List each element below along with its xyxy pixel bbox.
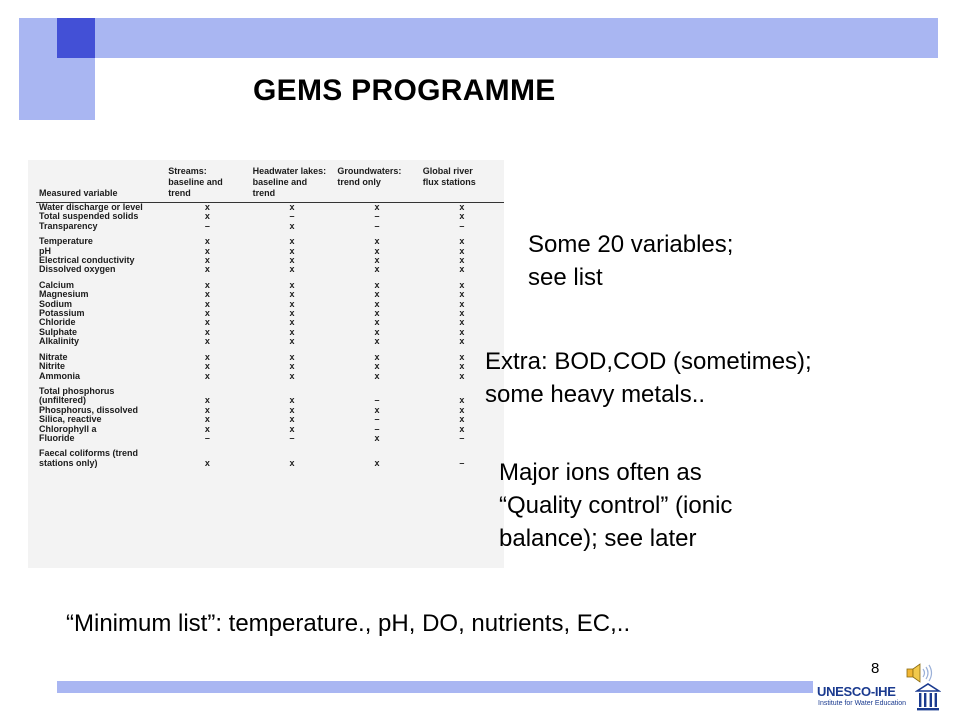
variable-mark: x — [289, 404, 295, 415]
variable-mark: x — [374, 236, 380, 247]
variable-mark — [334, 381, 419, 396]
decor-bottom-bar — [57, 681, 813, 693]
variable-name: (unfiltered) — [39, 395, 86, 406]
table-row — [36, 415, 504, 424]
table-row — [36, 231, 504, 246]
variable-mark: x — [289, 395, 295, 406]
variable-mark: – — [289, 432, 295, 443]
table-row — [36, 328, 504, 337]
variable-name: Phosphorus, dissolved — [39, 404, 139, 415]
variable-mark: x — [204, 202, 210, 212]
table-row — [36, 290, 504, 299]
variable-mark: x — [459, 211, 465, 222]
variable-name: Chlorophyll a — [39, 423, 97, 434]
table-row — [36, 300, 504, 309]
gems-variables-table — [36, 166, 504, 468]
decor-top-bar — [95, 18, 938, 58]
variable-mark: – — [374, 423, 380, 434]
variable-mark — [165, 443, 249, 458]
variable-mark: x — [289, 245, 295, 256]
variable-mark: x — [289, 361, 295, 372]
variable-mark: x — [289, 317, 295, 328]
variable-mark: – — [289, 211, 295, 222]
header-global-river-flux: Global river flux stations — [420, 166, 504, 203]
variable-mark: – — [459, 220, 465, 231]
variable-mark: x — [459, 326, 465, 337]
table-row — [36, 222, 504, 231]
variable-mark: x — [459, 336, 465, 347]
variable-mark: x — [374, 289, 380, 300]
variable-name: Calcium — [39, 279, 75, 290]
decor-square-dark — [57, 18, 95, 58]
table-row — [36, 434, 504, 443]
variable-mark: x — [374, 336, 380, 347]
variable-mark: x — [204, 308, 210, 319]
speaker-icon[interactable] — [905, 662, 937, 684]
unesco-ihe-logo — [817, 682, 941, 716]
variable-name: Faecal coliforms (trend — [39, 448, 139, 459]
note-extra: Extra: BOD,COD (sometimes); some heavy metals.. — [485, 348, 812, 408]
variable-mark: x — [459, 255, 465, 266]
variable-mark: – — [374, 395, 380, 406]
variable-mark: x — [374, 308, 380, 319]
variable-mark: x — [289, 220, 295, 231]
variable-name: Water discharge or level — [39, 202, 143, 212]
variable-mark: x — [204, 395, 210, 406]
variable-mark: x — [459, 279, 465, 290]
table-row — [36, 443, 504, 458]
page-number: 8 — [871, 660, 880, 677]
variable-name: Sodium — [39, 298, 72, 309]
variable-mark: x — [459, 370, 465, 381]
header-streams: Streams: baseline and trend — [165, 166, 249, 203]
variable-mark: x — [289, 236, 295, 247]
variable-name: Nitrite — [39, 361, 66, 372]
variable-mark: x — [289, 279, 295, 290]
variable-mark: x — [289, 298, 295, 309]
variable-mark — [334, 443, 419, 458]
variable-mark: x — [204, 255, 210, 266]
variable-mark: x — [289, 202, 295, 212]
variable-name: Total suspended solids — [39, 211, 139, 222]
note-variables: Some 20 variables; see list — [528, 231, 734, 291]
variable-mark: x — [374, 351, 380, 362]
variable-mark: x — [204, 351, 210, 362]
variable-mark: x — [374, 245, 380, 256]
minimum-list-text: “Minimum list”: temperature., pH, DO, nutrients, EC,.. — [66, 610, 631, 637]
variable-mark: x — [459, 423, 465, 434]
variable-name: pH — [39, 245, 51, 256]
variable-mark: x — [204, 264, 210, 275]
variable-mark: x — [459, 308, 465, 319]
variable-mark: x — [374, 264, 380, 275]
variable-mark: x — [204, 245, 210, 256]
variable-mark: x — [204, 414, 210, 425]
table-row — [36, 337, 504, 346]
variable-name: Dissolved oxygen — [39, 264, 116, 275]
variable-mark: x — [374, 404, 380, 415]
variable-mark: x — [204, 317, 210, 328]
variable-name: Sulphate — [39, 326, 78, 337]
variable-mark — [250, 443, 335, 458]
variable-mark: x — [374, 370, 380, 381]
variable-name: Magnesium — [39, 289, 89, 300]
variable-mark: x — [204, 361, 210, 372]
variable-mark: x — [459, 361, 465, 372]
variable-mark: x — [459, 298, 465, 309]
variable-mark: x — [204, 457, 210, 468]
variable-name: Transparency — [39, 220, 98, 231]
header-measured-variable: Measured variable — [36, 166, 165, 203]
table-row — [36, 275, 504, 290]
variable-mark: x — [459, 236, 465, 247]
variable-mark: x — [204, 370, 210, 381]
variable-mark: x — [289, 414, 295, 425]
variable-mark: x — [374, 457, 380, 468]
table-row — [36, 425, 504, 434]
variable-mark: x — [459, 351, 465, 362]
variable-mark: x — [374, 361, 380, 372]
variable-mark: x — [204, 279, 210, 290]
variable-mark: x — [204, 404, 210, 415]
variable-mark: x — [459, 404, 465, 415]
note-major-ions: Major ions often as “Quality control” (ionic balance); see later — [499, 459, 733, 552]
logo-name: UNESCO-IHE — [817, 684, 896, 699]
variable-mark — [165, 381, 249, 396]
variable-mark: x — [459, 264, 465, 275]
variable-mark: x — [204, 298, 210, 309]
variable-mark: – — [204, 220, 210, 231]
variable-mark: – — [374, 211, 380, 222]
table-row — [36, 406, 504, 415]
variable-mark: x — [289, 326, 295, 337]
variable-mark: x — [374, 298, 380, 309]
logo-tagline: Institute for Water Education — [818, 700, 907, 707]
variable-mark: x — [459, 414, 465, 425]
table-row — [36, 212, 504, 221]
header-headwater-lakes: Headwater lakes: baseline and trend — [250, 166, 335, 203]
table-row — [36, 459, 504, 468]
variable-mark: x — [204, 336, 210, 347]
variable-mark: – — [204, 432, 210, 443]
variable-mark: x — [374, 432, 380, 443]
table-row — [36, 309, 504, 318]
variable-mark: x — [374, 326, 380, 337]
variable-mark: x — [289, 457, 295, 468]
variable-mark: x — [459, 317, 465, 328]
variable-name: Nitrate — [39, 351, 68, 362]
variable-mark: – — [374, 414, 380, 425]
table-row — [36, 318, 504, 327]
variable-mark: – — [459, 457, 465, 468]
table-row — [36, 381, 504, 396]
table-row — [36, 347, 504, 362]
variable-mark: x — [204, 423, 210, 434]
variable-mark: x — [374, 255, 380, 266]
table-header-row — [36, 166, 504, 203]
variable-mark: x — [459, 395, 465, 406]
variable-name: Chloride — [39, 317, 76, 328]
variable-mark — [420, 443, 504, 458]
table-row — [36, 265, 504, 274]
variable-name: Potassium — [39, 308, 85, 319]
variable-mark: x — [204, 211, 210, 222]
slide-title: GEMS PROGRAMME — [253, 74, 556, 107]
variable-mark: x — [459, 202, 465, 212]
header-groundwaters: Groundwaters: trend only — [334, 166, 419, 203]
variable-name: stations only) — [39, 457, 98, 468]
variable-name: Ammonia — [39, 370, 81, 381]
variable-name: Silica, reactive — [39, 414, 102, 425]
variable-name: Alkalinity — [39, 336, 80, 347]
variable-mark: x — [374, 202, 380, 212]
variable-mark: – — [374, 220, 380, 231]
variable-name: Fluoride — [39, 432, 75, 443]
temple-logo-icon — [915, 682, 941, 714]
variable-mark — [250, 381, 335, 396]
variable-name: Total phosphorus — [39, 385, 115, 396]
variable-mark: x — [289, 289, 295, 300]
variable-mark: x — [204, 326, 210, 337]
variable-mark: x — [289, 370, 295, 381]
variable-mark: x — [204, 236, 210, 247]
variable-mark: x — [459, 289, 465, 300]
variable-mark: x — [289, 308, 295, 319]
table-row — [36, 372, 504, 381]
variable-mark: x — [204, 289, 210, 300]
variable-mark: – — [459, 432, 465, 443]
variable-name: Electrical conductivity — [39, 255, 135, 266]
variable-mark: x — [289, 336, 295, 347]
variable-mark: x — [289, 423, 295, 434]
variable-name: Temperature — [39, 236, 93, 247]
variable-mark: x — [289, 351, 295, 362]
variable-mark: x — [374, 279, 380, 290]
table-row — [36, 362, 504, 371]
variable-mark: x — [289, 255, 295, 266]
variable-mark: x — [374, 317, 380, 328]
variable-mark: x — [289, 264, 295, 275]
gems-variables-table-image — [28, 160, 504, 568]
variable-mark: x — [459, 245, 465, 256]
